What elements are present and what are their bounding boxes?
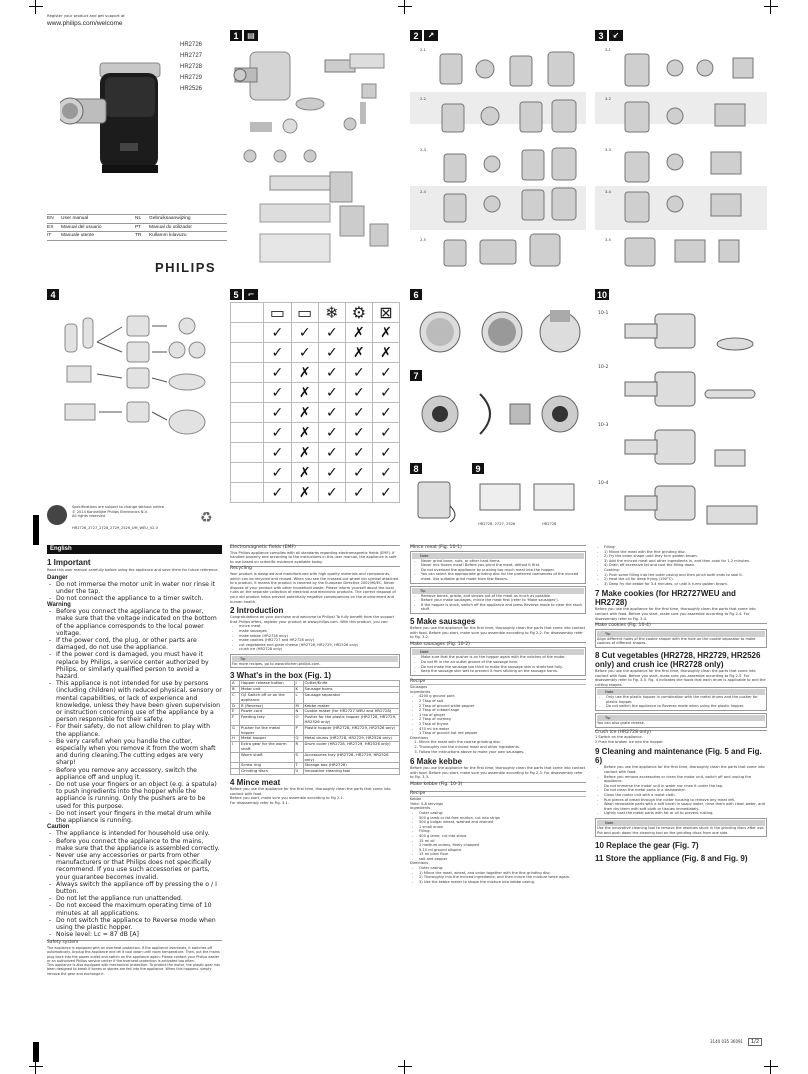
crop-mark [398, 0, 412, 14]
column-3 [410, 545, 586, 884]
note-box [595, 818, 767, 837]
note-text: Use the innovative cleaning tool to remove the residues stuck in the grinding discs after use. Put and push down the cleaning tool on the grinding discs from one side. [597, 825, 765, 835]
fig-number: 1 [230, 30, 242, 41]
table-row [231, 725, 400, 736]
lang-name: Gebruiksaanwijzing [149, 216, 191, 221]
table-cell-text: R (Reverse) [240, 703, 295, 709]
list-item: - You can select the appropriate grinding disc for the preferred coarseness of the minced meat. Use suitable grind mode from few flavors. [421, 572, 584, 581]
crop-mark [398, 1060, 412, 1074]
section-title: 10 Replace the gear (Fig. 7) [595, 841, 699, 851]
table-cell-letter: H [231, 736, 240, 742]
list-item: - Before your make sausages, mince the meat first (refer to 'Make sausages'). [421, 598, 584, 603]
step-label: 2-5 [420, 238, 426, 242]
lang-code: ES [47, 224, 54, 230]
step-label: 2-1 [420, 48, 426, 52]
paragraph: This appliance is also equipped with mechanical protection. To protect the motor, the plastic gear has been designed to break if bones or stones are fed into the appliance. When this happens, simply remove the gear and exchange it. [47, 963, 220, 976]
list-item: - 1) Mince the meat with the fine grinding disc. [604, 550, 767, 555]
note-label: Note [420, 553, 429, 558]
list-item: - Before you remove any accessory, switch the appliance off and unplug it. [56, 767, 222, 781]
list-item: - 15 ml oil [419, 839, 586, 844]
table-cell-text: Screw ring [240, 763, 295, 769]
list-item: - 5-10 ml ground allspice [419, 848, 586, 853]
list-item: - 2 Tbsp of nutmeg [419, 717, 586, 722]
note-box [410, 647, 586, 675]
list-item: - 2 Tbsp of thyme [419, 722, 586, 727]
list-item: - 1 small onion [419, 825, 586, 830]
list-item: - Do not fit in the air outlet groove of the sausage horn. [421, 660, 584, 665]
page-number: 1/2 [748, 1038, 762, 1046]
spec-line: All rights reserved. [72, 514, 106, 519]
step-label: 2-3 [420, 148, 426, 152]
subheading: Recipe [410, 679, 586, 685]
doc-code: HR2726_2727_2728_2729_2526_UM_WEU_V2.0 [72, 526, 158, 530]
table-cell-text: Feeding tray [240, 715, 295, 726]
step-label: 3-4 [605, 190, 611, 194]
url[interactable]: www.philips.com/welcome [47, 20, 123, 27]
list-item: - Do not immerse the motor unit in water nor rinse it under the tap. [56, 581, 222, 595]
box-contents-table [230, 680, 400, 775]
fig10-usage-illustration [615, 300, 767, 532]
tip-label: Tip [420, 588, 426, 593]
list-item: - The appliance is intended for household use only. [56, 830, 222, 837]
list-item: - If the power cord is damaged, you must have it replace by Philips, a service center authorized by Philips, or similarly qualified person to avoid a hazard. [56, 651, 222, 680]
fig6-cleaning-tool-illustration [410, 302, 586, 362]
paragraph: Before you start, make sure you assemble according to Fig 2-1. [230, 796, 344, 801]
crop-mark [29, 1060, 43, 1074]
list-item: - Before you remove accessories or clean the motor unit, switch off and unplug the appliance. [604, 775, 767, 784]
column-1 [47, 558, 222, 976]
section-title: 4 Mince meat [230, 778, 281, 788]
table-cell-text: Power cord [240, 709, 295, 715]
list-item: - Run pieces of bread through the cutter housing to remove any meat left. [604, 798, 767, 803]
assemble-icon: ↗ [424, 30, 438, 41]
crop-mark [764, 1060, 778, 1074]
tip-header [597, 631, 765, 637]
table-cell-text: Motor unit [240, 687, 295, 693]
tip-text: Align different holes of the cookie shaper with the hole on the cookie separator to make cookies of different shapes. [597, 636, 756, 646]
lang-code: TR [135, 233, 142, 238]
register-line: Register your product and get support at [47, 13, 125, 18]
model: HR2726 [180, 42, 203, 48]
list-item: - Keep the sausage skin wet to prevent it from sticking on the sausage horns. [421, 669, 584, 674]
section-title: 1 Important [47, 558, 91, 567]
list-item: - Only use the plastic hopper in combination with the metal drums and the pusher for plastic hopper. [606, 695, 765, 704]
paragraph: Congratulations on your purchase and welcome to Philips! To fully benefit from the support that Philips offers, register your product at www.philips.com. With this product, you can: [230, 615, 395, 624]
table-cell-text: Cookie maker (for HR2727 WEU and HR2728) [303, 709, 399, 715]
meat-grinder-image [60, 55, 170, 195]
list-item: - salt and pepper [419, 857, 586, 862]
table-cell-letter: J [294, 681, 303, 687]
list-item: - 3) Deep fry the kebbe for 3-4 minutes, or until it turns golden brown. [604, 582, 767, 587]
step-label: 3-3 [605, 148, 611, 152]
section-title: 8 Cut vegetables (HR2728, HR2729, HR2526 only) and crush ice (HR2728 only) [595, 650, 761, 669]
list-item: - Before you use the appliance for the first time, thoroughly clean the parts that come into contact with food. [604, 765, 767, 774]
table-cell-text: Cutter/Knife [303, 681, 399, 687]
model: HR2727 [180, 53, 203, 59]
table-cell-letter: K [294, 687, 303, 693]
list-item: - 2) Heat the oil for deep frying (190°C). [604, 577, 767, 582]
fig9-storage-illustration [472, 476, 586, 522]
philips-shield-icon [47, 505, 67, 525]
paragraph: The appliance is equipped with an overheat protection. If the appliance overheats, it switches off automatically. Unplug the appliance and let it cool down until room temperature. Then, put the mains plug back into the power outlet and switch on the appliance again. Please contact your Philips dealer or an authorized Philips service center if the overheat protection is activated too often. [47, 945, 220, 963]
list-item: - Never grind bone, nuts, or other hard items. [421, 559, 584, 564]
list-item: - 15 ml plain flour [419, 852, 586, 857]
list-item: - Make sure that the pusher is on the hopper again with the notches of the motor. [421, 655, 584, 660]
step-label: 10-1 [598, 311, 609, 316]
step-label: 2-2 [420, 97, 426, 101]
table-cell-text: Extra gear for the worm shaft [240, 742, 295, 753]
note-label: Note [605, 690, 614, 695]
note-label: Note [420, 650, 429, 655]
note-header [597, 820, 765, 826]
list-item: - For their safety, do not allow children to play with the appliance. [56, 723, 222, 737]
list-item: - If the power cord, the plug, or other parts are damaged, do not use the appliance. [56, 637, 222, 651]
fig-number: 5 [230, 289, 242, 300]
list-item: 1. Mince the meat with the coarse grinding disc. [419, 740, 586, 745]
table-cell-text: Pusher for the metal hopper [240, 725, 295, 736]
section-title: 9 Cleaning and maintenance (Fig. 5 and Fig. 6) [595, 747, 762, 766]
lang-name: Kullanım kılavuzu [149, 233, 187, 238]
language-tab: English [47, 545, 222, 554]
lang-name: User manual [61, 216, 89, 221]
table-row [231, 742, 400, 753]
tip-header [597, 715, 765, 721]
recipe-yield: Yield: 5-8 servings [410, 801, 444, 806]
list-item: - Filling: [604, 545, 767, 550]
subheading: Recipe [410, 791, 586, 797]
tip-label: Tip [240, 656, 246, 661]
table-cell-text: Kebbe maker [303, 703, 399, 709]
book-icon: ▤ [244, 30, 258, 41]
list-item: - Never use any accessories or parts from other manufacturers or that Philips does not specifically recommend. If you use such accessories or parts, your guarantee becomes invalid. [56, 852, 222, 881]
list-item: - Do not overload the appliance by pushing too much meat into the hopper. [421, 568, 584, 573]
subheading: Make sausages (Fig. 10-2) [410, 642, 586, 648]
table-row [231, 693, 400, 704]
table-cell-letter: P [294, 725, 303, 736]
language-list [47, 214, 227, 241]
list-item: - Wash removable parts with a soft brush in soapy water, rinse them with clean water, and then dry them with soft cloth or tissues immediately. [604, 802, 767, 811]
fig7-replace-gear-illustration [410, 384, 586, 444]
table-row [231, 752, 400, 763]
fig5-cleaning-table [230, 302, 400, 510]
fig-number: 4 [47, 289, 59, 300]
fig3-disassembly-illustration [615, 44, 767, 270]
list-item: - 1) Mince the meat, wheat, and onion together with the fine grinding disc. [419, 871, 586, 876]
list-item: - 1) Push some filling into the outer casing and then pinch both ends to seal it. [604, 573, 767, 578]
fig2-assembly-illustration [430, 44, 586, 270]
table-cell-text: Drum cover (HR2728, HR2729, HR2526 only) [303, 742, 399, 753]
table-cell-letter [231, 752, 240, 763]
subheading: Crush ice (HR2728 only) [595, 730, 767, 736]
list-item: 1 Switch on the appliance. [595, 735, 643, 740]
table-cell-letter: F [231, 715, 240, 726]
recycle-icon: ♻ [200, 510, 213, 526]
list-item: - Do not clean the metal parts in a dishwasher. [604, 788, 767, 793]
subheading: Danger [47, 574, 68, 581]
note-box [410, 551, 586, 584]
paragraph: Before you use the appliance for the first time, thoroughly clean the parts that come into contact with food. Before you start, make sure you assemble according to Fig 2-5. For disassembly refer to Fig. 3-5. Fig. 4 indicates the foods that each drum is applicable to and the cutting shapes. [595, 668, 766, 687]
table-cell-text: Innovative cleaning tool [303, 769, 399, 775]
fig4-drum-usage-illustration [47, 302, 222, 452]
table-row [231, 715, 400, 726]
recipe-name: Kebbe [410, 796, 586, 802]
table-cell-letter: C [231, 693, 240, 704]
list-item: - Filling: [419, 829, 586, 834]
table-cell-letter: B [231, 687, 240, 693]
table-row [231, 769, 400, 775]
list-item: - cut vegetables and grate cheese (HR2728, HR2729, HR2526 only) [239, 643, 400, 648]
list-item: - 470 ml ice water [419, 727, 586, 732]
paragraph: Before you use the appliance for the first time, thoroughly clean the parts that come into contact with food. Before you start, make sure you assemble according to Fig 2-3. For disassembly refer to Fig. 3-3. [410, 766, 586, 780]
paragraph: Before you use the appliance for the first time, thoroughly clean the parts that come into contact with food. Before you start, make sure you assemble according to Fig 2-4. For disassembly refer to Fig. 3-4. [595, 607, 756, 621]
table-cell-letter: A [231, 681, 240, 687]
tip-box [410, 586, 586, 614]
fig-number: 3 [595, 30, 607, 41]
paragraph: Before you use the appliance for the first time, thoroughly clean the parts that come into contact with food. Before you start, make sure you assemble according to Fig 2-2. For disassembly refer to Fig. 3-2. [410, 625, 586, 640]
list-item: 2 Push the broken ice into the hopper. [595, 739, 664, 744]
crop-mark [764, 0, 778, 14]
table-cell-text: Storage box (HR2728) [303, 763, 399, 769]
note-label: Note [605, 820, 614, 825]
lang-code: NL [135, 216, 142, 221]
list-item: - Clean the motor unit with a moist cloth. [604, 793, 767, 798]
list-item: - 2 Tbsp of rubbed sage [419, 708, 586, 713]
subheading: Ingredients [410, 806, 431, 811]
table-cell-letter: S [294, 752, 303, 763]
list-item: - If the hopper is stuck, switch off the appliance and press Reverse mode to clear the stuck stuff. [421, 603, 584, 612]
fig-number: 8 [410, 463, 422, 474]
list-item: - Be very careful when you handle the cutter, especially when you remove it from the worm shaft and during cleaning.The cutting edges are very sharp! [56, 738, 222, 767]
tip-box [595, 713, 767, 728]
list-item: - Do not connect the appliance to a timer switch. [56, 595, 222, 602]
section-title: 5 Make sausages [410, 616, 476, 626]
table-cell-text: Pusher for the plastic hopper (HR2728, HR2729, HR2526 only) [303, 715, 399, 726]
lang-name: Manuale utente [61, 233, 95, 238]
table-cell-text: Grinding discs [240, 769, 295, 775]
table-cell-letter: L [294, 693, 303, 704]
step-label: 10-3 [598, 423, 609, 428]
brand-logo: PHILIPS [155, 260, 217, 275]
cleaning-grid: ▭ ▭ ❄ ⚙ ⊠ ✓ ✓ ✓ ✗ ✗ ✓ ✓ ✓ ✗ ✗ ✓ ✗ ✓ ✓ ✓ ✓ ✗ ✓ ✓ ✓ ✓ ✗ ✓ ✓ ✓ ✓ ✗ ✓ ✓ ✓ ✓ ✗ ✓ ✓ ✓ ✓ ✗ ✓ ✓ ✓ ✓ ✗ ✓ ✓ ✓ [230, 302, 400, 503]
table-cell-letter: R [294, 742, 303, 753]
fig8-storage-illustration [410, 476, 464, 526]
list-item: - make sausages [239, 629, 400, 634]
list-item: - Cooking: [604, 568, 767, 573]
subheading: Recycling [230, 566, 400, 572]
list-item: - 1 Tbsp of ground hot red pepper [419, 731, 586, 736]
step-label: 3-2 [605, 97, 611, 101]
tip-box [595, 629, 767, 648]
table-cell-letter: U [294, 769, 303, 775]
subheading: Ingredients [410, 689, 431, 694]
subheading: Caution [47, 824, 70, 831]
table-cell-letter: T [294, 763, 303, 769]
tip-label: Tip [605, 716, 611, 721]
disassemble-icon: ↙ [609, 30, 623, 41]
note-box [595, 687, 767, 711]
list-item: - 3) Use the kebbe maker to shape the mixture into kebbe casing. [419, 880, 586, 885]
subheading: Safety system [47, 940, 222, 946]
tip-header [232, 656, 398, 662]
list-item: - Noise level: Lc = 87 dB [A] [56, 931, 222, 938]
list-item: - Do not immerse the motor unit in water nor rinse it under the tap. [604, 784, 767, 789]
step-label: 10-2 [598, 365, 609, 370]
list-item: - Never mix frozen meat! Before you grind the meat, defrost it first. [421, 563, 584, 568]
lang-code: EN [47, 216, 54, 221]
list-item: - Do not use your fingers or an object (e.g. a spatula) to push ingredients into the hopper while the appliance is running. Only the pushers are to be used for this purpose. [56, 781, 222, 810]
table-cell-text: Worm shaft [240, 752, 295, 763]
list-item: - Always switch the appliance off by pressing the o / I button. [56, 881, 222, 895]
paragraph: Read this user manual carefully before using the appliance and save them for future reference. [47, 568, 219, 572]
column-2 [230, 545, 400, 805]
column-4 [595, 545, 767, 863]
table-cell-letter: I [231, 742, 240, 753]
subheading: Warning [47, 602, 71, 609]
table-cell-letter: N [294, 709, 303, 715]
table-cell-text: O/I Switch off or on the appliance [240, 693, 295, 704]
list-item: - Do not exceed the maximum operating time of 10 minutes at all applications. [56, 902, 222, 916]
list-item: - Lightly coat the metal parts with fat or oil to prevent rusting. [604, 811, 767, 816]
fig-number: 7 [410, 370, 422, 381]
subheading: Directions [410, 735, 429, 740]
list-item: - 2 Tbsp of salt [419, 699, 586, 704]
list-item: - Do not insert your fingers in the metal drum while the appliance is running. [56, 810, 222, 824]
table-cell-letter: E [231, 709, 240, 715]
list-item: - Do not make the sausage too thick to make the sausage skin is stretched fully. [421, 665, 584, 670]
crop-mark [29, 0, 43, 14]
recipe-name: Sausages [410, 684, 586, 690]
table-cell-letter: M [294, 703, 303, 709]
tip-box [230, 654, 400, 669]
table-cell-letter: G [231, 725, 240, 736]
list-item: - 2) Thoroughly mix the minced ingredients, and then mince the mixture twice again. [419, 875, 586, 880]
list-item: - 4200 g ground pork [419, 694, 586, 699]
page-code: 3140 035 36091 [710, 1039, 744, 1044]
subheading: Make cookies (Fig. 10-4) [595, 623, 767, 629]
list-item: - crush ice (HR2728 only) [239, 647, 400, 652]
table-cell-letter: D [231, 703, 240, 709]
subheading: Mince meat (Fig. 10-1) [410, 545, 586, 551]
table-cell-text: Sausage separator [303, 693, 399, 704]
list-item: - Do not switch the appliance to Reverse mode when using the plastic hopper. [56, 917, 222, 931]
table-cell-letter: Q [294, 736, 303, 742]
tip-label: Tip [605, 631, 611, 636]
table-cell-text: Accessories tray (HR2728, HR2729, HR2526 only) [303, 752, 399, 763]
tip-text: You can also grate cheese. [597, 721, 645, 726]
list-item: - 400 g lamb, cut into strips [419, 834, 586, 839]
list-item: 3. Follow the instructions above to make your own sausages. [419, 750, 586, 755]
list-item: - 500 g bulgar wheat, washed and drained [419, 820, 586, 825]
table-cell-letter: O [294, 715, 303, 726]
list-item: - 500 g lamb or fat-free mutton, cut into strips [419, 816, 586, 821]
section-title: 11 Store the appliance (Fig. 8 and Fig. 9) [595, 854, 748, 864]
faucet-icon: ⌐ [244, 289, 258, 300]
step-label: 10-4 [598, 481, 609, 486]
section-title: 2 Introduction [230, 606, 284, 616]
list-item: - 2 Tbsp of ground white pepper [419, 704, 586, 709]
section-title: 3 What's in the box (Fig. 1) [230, 671, 332, 681]
subheading: Make kebbe (Fig. 10-3) [410, 782, 586, 788]
models-list [180, 40, 202, 95]
fig9-label: HR2728 [542, 522, 557, 526]
section-title: 7 Make cookies (for HR2727WEU and HR2728) [595, 589, 736, 608]
step-label: 2-4 [420, 190, 426, 194]
table-cell-letter [231, 769, 240, 775]
spec-line: © 2014 Koninklijke Philips Electronics N.V. [72, 509, 148, 514]
list-item: - Outer casing: [419, 811, 586, 816]
tip-text: For more recipes, go to www.kitchen.philips.com. [232, 661, 321, 666]
list-item: - mince meat [239, 624, 400, 629]
list-item: - make cookies (HR2727 and HR2728 only) [239, 638, 400, 643]
list-item: - Remove bones, gristle, and sinews out of the meat as much as possible. [421, 594, 584, 599]
list-item: - Before you connect the appliance to the mains, make sure that the appliance is assembled correctly. [56, 838, 222, 852]
side-mark [33, 1042, 39, 1062]
list-item: 2. Thoroughly mix the minced meat and other ingredients. [419, 745, 586, 750]
lang-code: IT [47, 233, 52, 238]
subheading: Electromagnetic fields (EMF) [230, 545, 400, 551]
fig-number: 9 [472, 463, 484, 474]
step-label: 3-1 [605, 48, 611, 52]
model: HR2728 [180, 64, 203, 70]
table-cell-text: Hopper release button [240, 681, 295, 687]
table-cell-text: Metal hopper [240, 736, 295, 742]
lang-code: PT [135, 224, 142, 230]
side-mark [33, 515, 39, 545]
table-cell-text: Plastic hopper (HR2728, HR2729, HR2526 only) [303, 725, 399, 736]
table-cell-text: Metal drums (HR2728, HR2729, HR2526 only) [303, 736, 399, 742]
list-item: - make kebbe (HR2728 only) [239, 634, 400, 639]
fig-number: 2 [410, 30, 422, 41]
model: HR2526 [180, 86, 203, 92]
list-item: - 2 medium onions, finely chopped [419, 843, 586, 848]
lang-name: Manual del usuario [61, 224, 102, 230]
fig1-parts-illustration [230, 44, 398, 270]
paragraph: Before you use the appliance for the first time, thoroughly clean the parts that come into contact with food. [230, 787, 391, 796]
spec-line: Specifications are subject to change without notice [72, 505, 165, 509]
fig9-label: HR2726, 2727, 2526 [478, 522, 516, 526]
model: HR2729 [180, 75, 203, 81]
subheading: Directions [410, 861, 429, 866]
paragraph: This Philips appliance complies with all standards regarding electromagnetic fields (EMF). If handled properly and according to the instructions in this user manual, the appliance is safe to use based on scientific evidence available today. [230, 550, 397, 564]
paragraph: For disassembly refer to Fig. 3-1. [230, 800, 289, 805]
list-item: - 1 tsp of ginger [419, 713, 586, 718]
table-cell-text: Sausage horns [303, 687, 399, 693]
list-item: - 2) Fry the onion shape until they turn golden brown. [604, 554, 767, 559]
section-title: 6 Make kebbe [410, 757, 463, 767]
step-label: 3-5 [605, 238, 611, 242]
list-item: - 3) Add the minced meat and other ingredients in, and then cook for 1-2 minutes. [604, 559, 767, 564]
fig-number: 6 [410, 289, 422, 300]
list-item: - This appliance is not intended for use by persons (including children) with reduced physical, sensory or mental capabilities, or lack of experience and knowledge, unless they have been given supervision or instruction concerning use of the appliance by a person responsible for their safety. [56, 680, 222, 723]
list-item: - Do not switch the appliance to Reverse mode when using the plastic hopper. [606, 704, 765, 709]
list-item: - 4) Drain off excessive fat and cool the filling down. [604, 563, 767, 568]
list-item: - Before you connect the appliance to the power, make sure that the voltage indicated on the bottom of the appliance corresponds to the local power voltage. [56, 608, 222, 637]
list-item: - Outer casing: [419, 866, 586, 871]
fig-number: 10 [596, 289, 607, 300]
list-item: - Do not let the appliance run unattended. [56, 895, 222, 902]
paragraph: Your product is designed and manufactured with high quality materials and components, which can be recycled and reused. When you see the crossed-out wheel bin symbol attached to a product, it means the product is covered by the European Directive 2002/96/EC. Never dispose of your product with other household waste. Please inform yourself about the local rules on the separate collection of electrical and electronic products. The correct disposal of your old product helps prevent potentially negative consequences on the environment and human health. [230, 571, 399, 604]
lang-name: Manual do utilizador [149, 224, 192, 230]
